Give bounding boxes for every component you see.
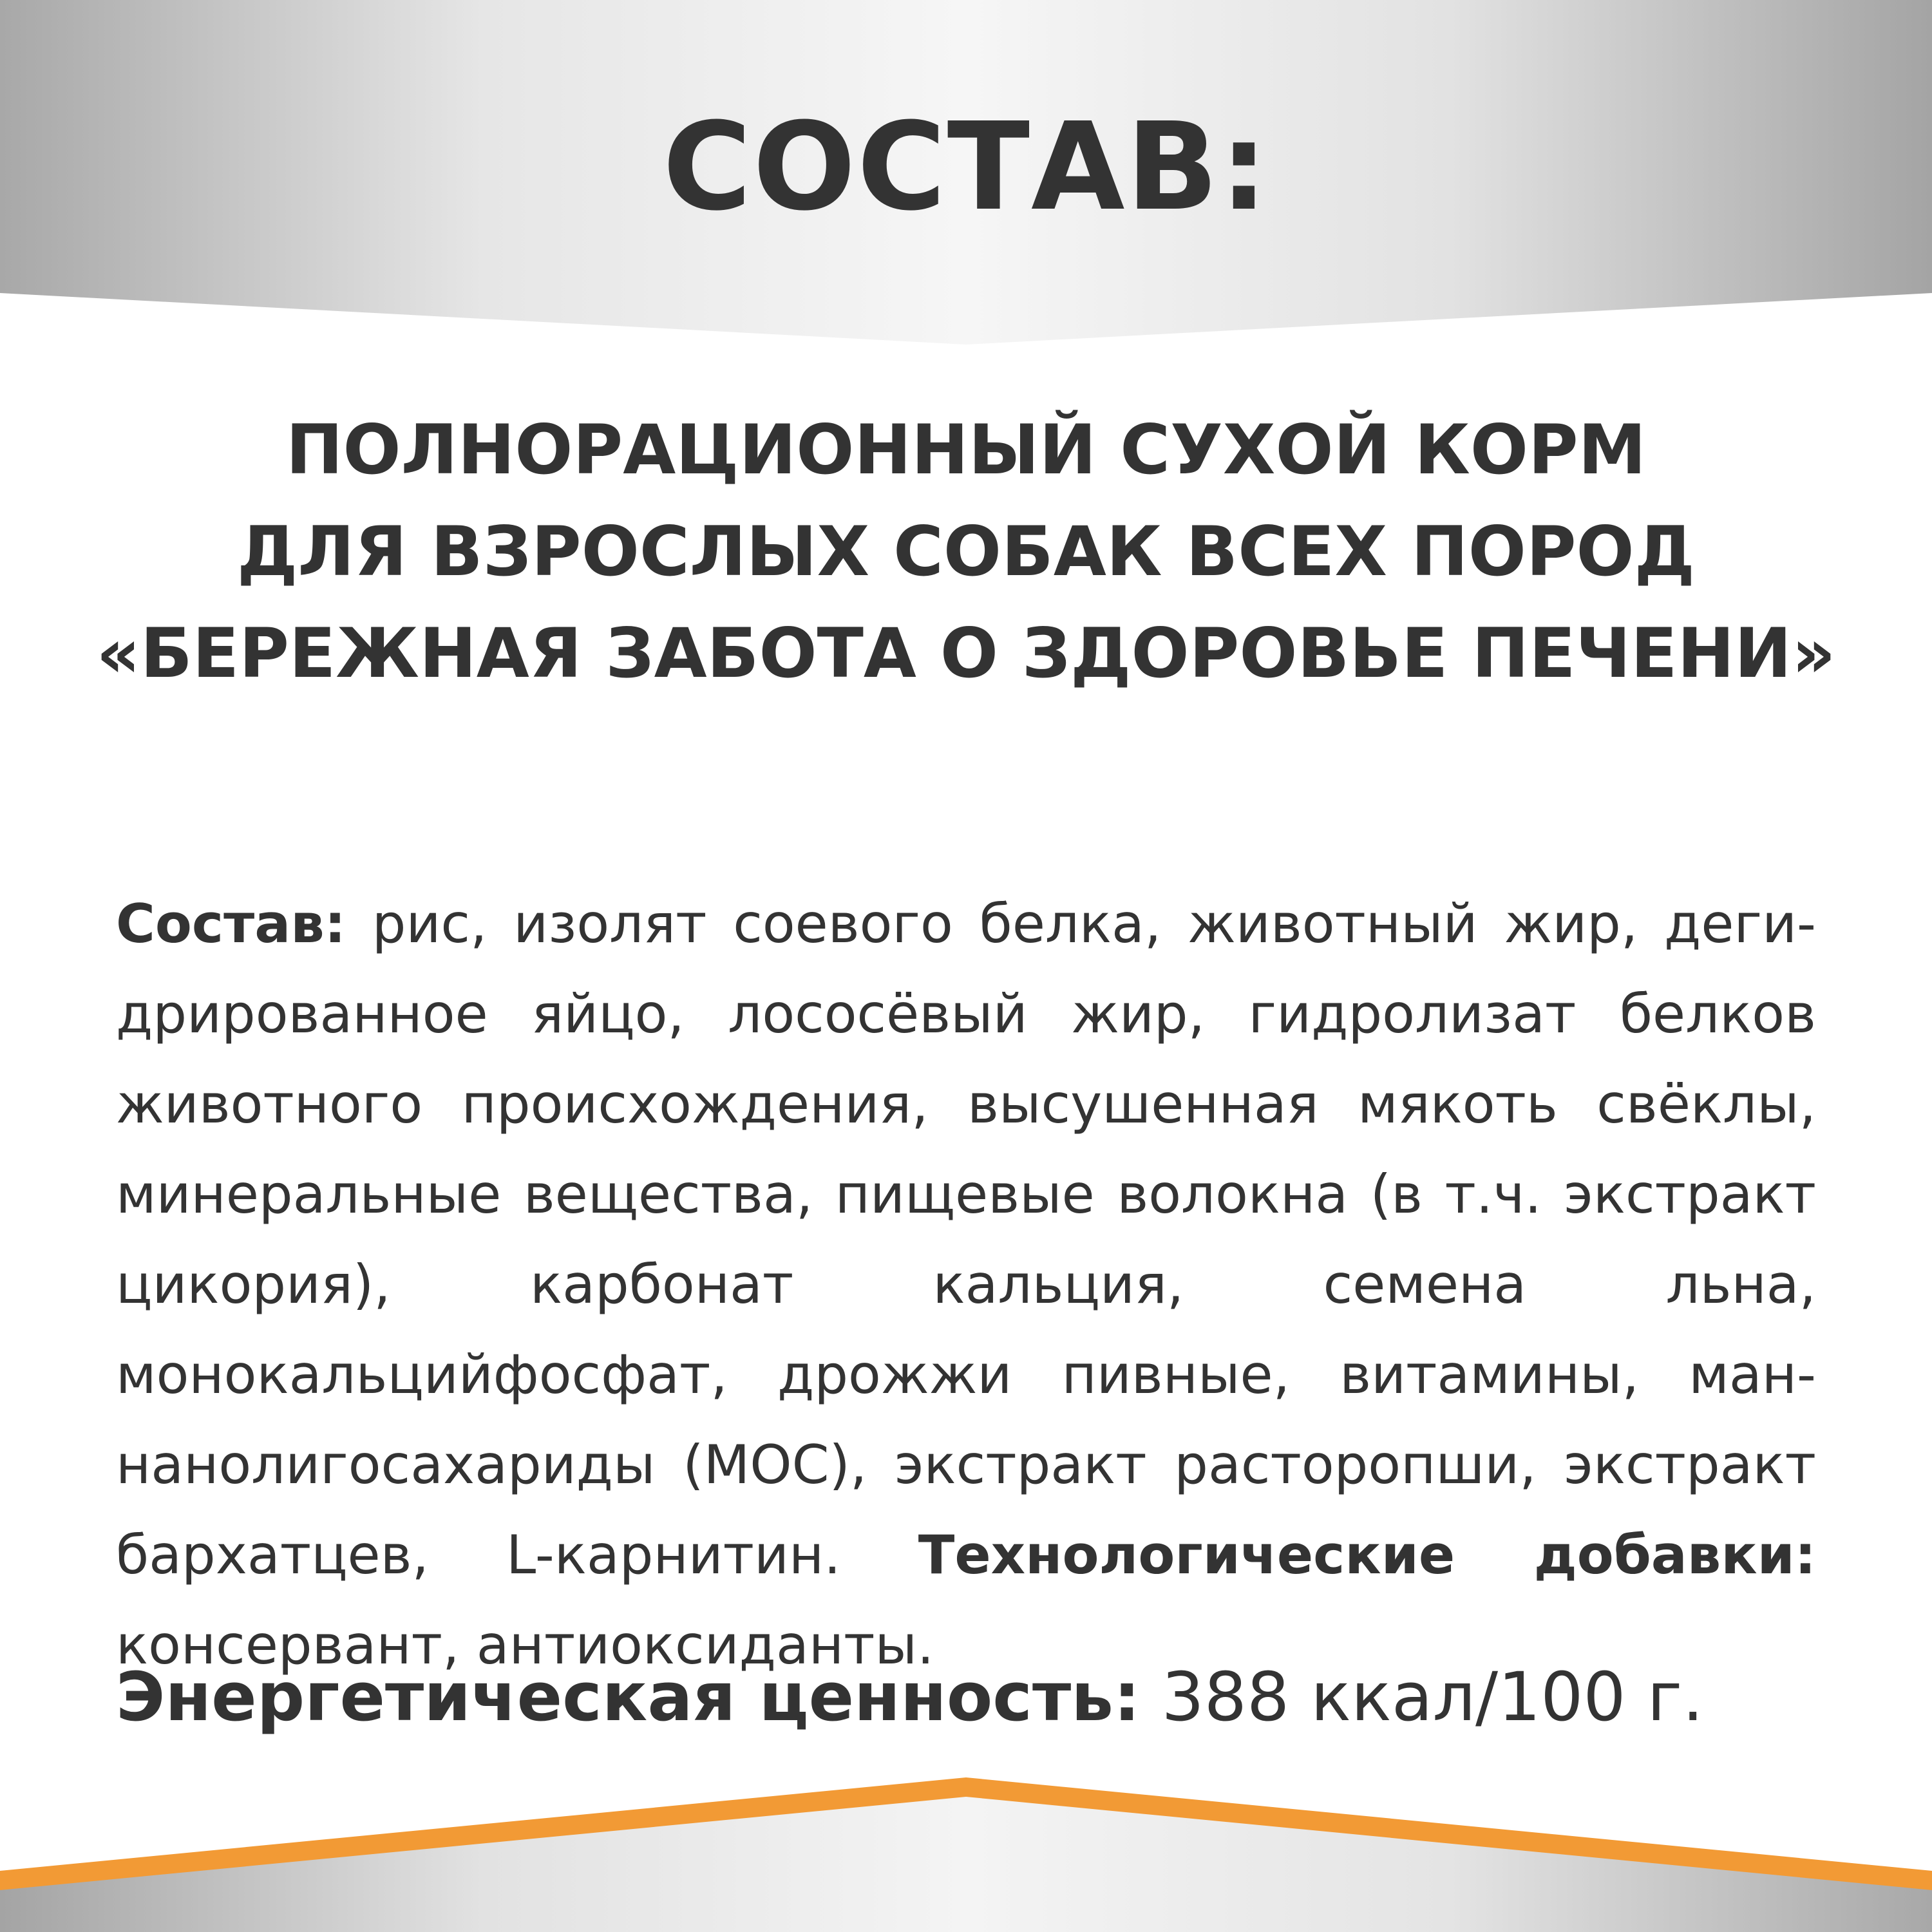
additives-label: Технологические добавки: <box>918 1524 1816 1586</box>
energy-label: Энергетическая ценность: <box>116 1658 1141 1736</box>
composition-label: Состав: <box>116 893 346 955</box>
footer-background <box>0 1777 1932 1932</box>
product-name-line-1: ПОЛНОРАЦИОННЫЙ СУХОЙ КОРМ <box>285 410 1647 489</box>
product-name <box>77 399 1855 705</box>
composition-paragraph <box>116 879 1816 1690</box>
header-band <box>0 0 1932 348</box>
additives-text: консервант, антиоксиданты. <box>116 1614 934 1676</box>
composition-text: рис, изолят соевого белка, животный жир, дегидрированное яйцо, лососёвый жир, гидролизат белков животного происхождения, высушенная мякоть свёклы, минеральные вещества, пищевые волокна (в т.ч. экстракт цикория), карбонат кальция, семена льна, монокальцийфосфат, дрожжи пивные, витамины, маннанолигосахариды (МОС), экстракт расторопши, экстракт бархатцев, L-карнитин. <box>116 893 1816 1586</box>
energy-value-line <box>116 1645 1816 1748</box>
footer-band <box>0 1777 1932 1932</box>
product-name-line-2: ДЛЯ ВЗРОСЛЫХ СОБАК ВСЕХ ПОРОД <box>236 512 1696 591</box>
energy-value: 388 ккал/100 г. <box>1140 1658 1704 1736</box>
page-title: СОСТАВ: <box>663 97 1269 238</box>
product-name-line-3: «БЕРЕЖНАЯ ЗАБОТА О ЗДОРОВЬЕ ПЕЧЕНИ» <box>96 614 1836 693</box>
